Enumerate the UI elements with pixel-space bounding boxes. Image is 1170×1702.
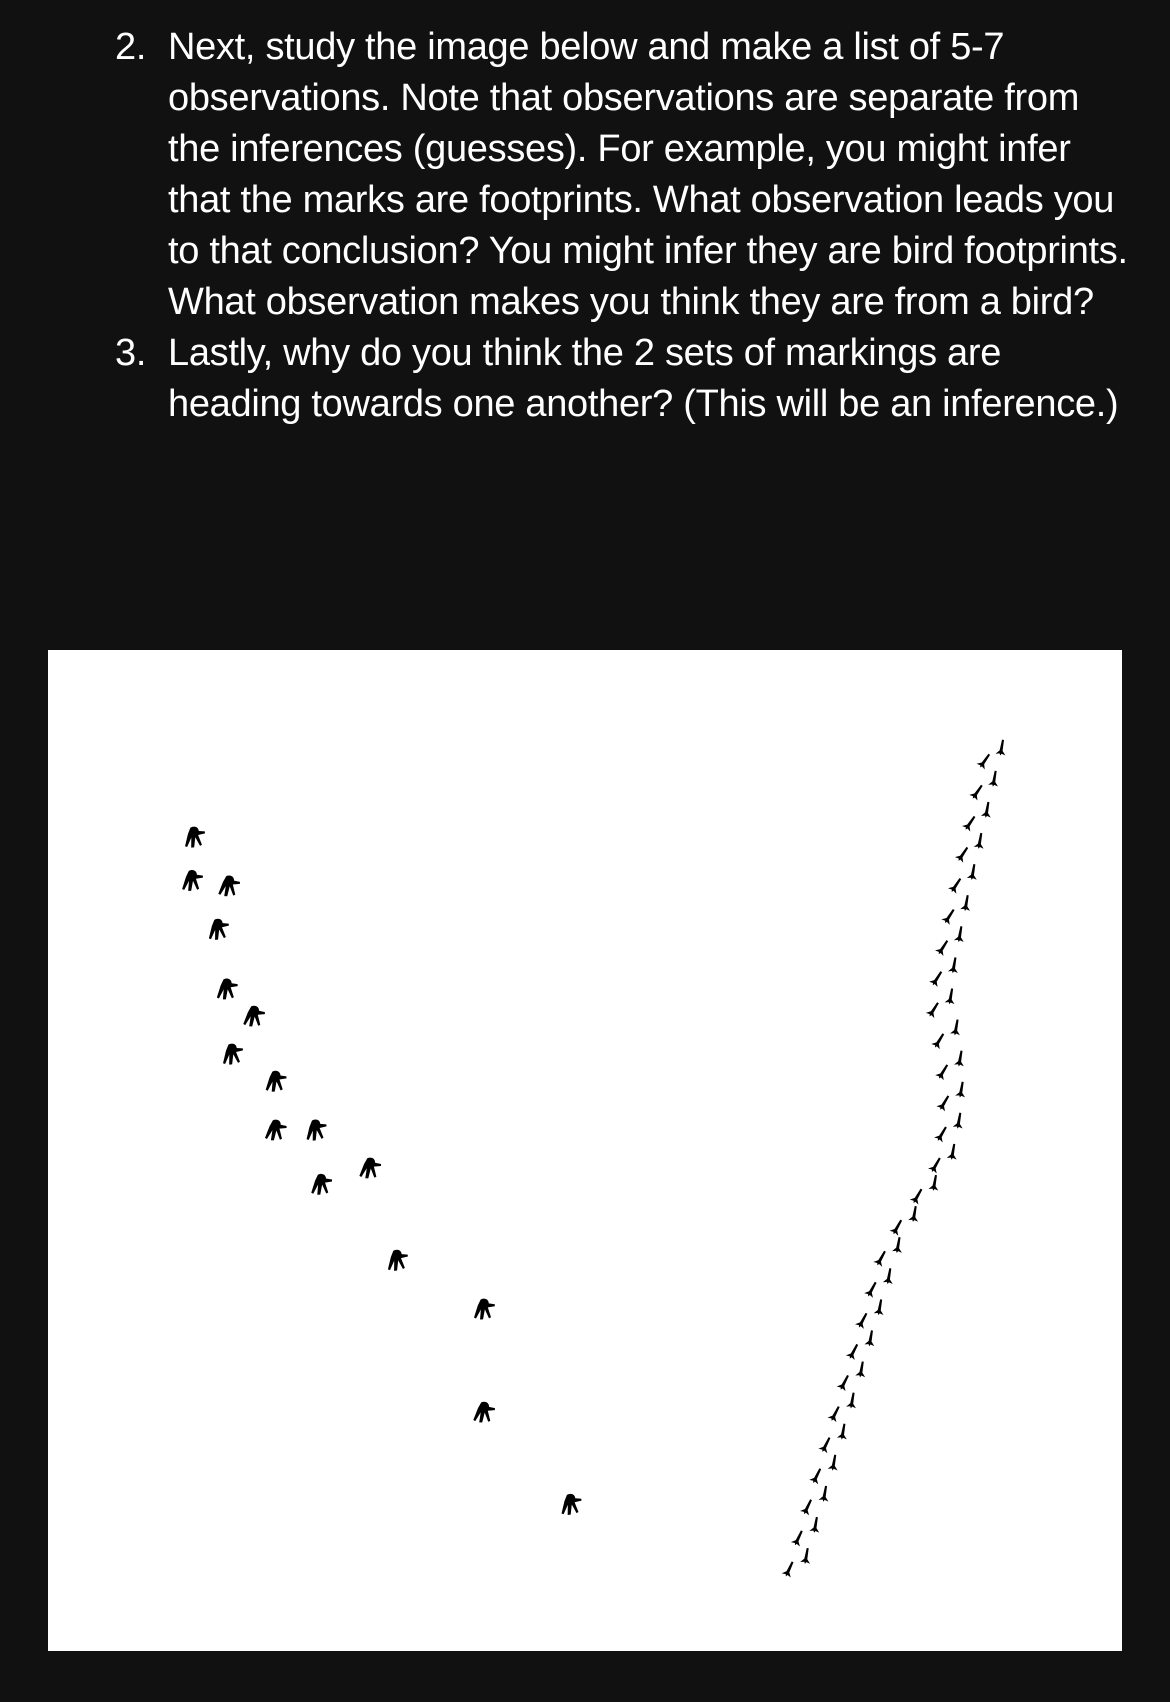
small-footprint bbox=[836, 1373, 852, 1392]
small-footprint bbox=[855, 1361, 868, 1378]
small-footprint bbox=[781, 1560, 797, 1579]
small-footprint bbox=[800, 1498, 816, 1517]
large-footprint bbox=[217, 978, 238, 999]
small-footprint bbox=[864, 1330, 877, 1347]
small-footprint bbox=[976, 751, 993, 770]
large-footprint bbox=[359, 1157, 381, 1179]
large-footprint bbox=[207, 918, 230, 941]
large-footprint bbox=[473, 1401, 495, 1423]
small-footprint bbox=[909, 1187, 926, 1206]
small-footprint bbox=[873, 1249, 889, 1268]
large-footprint bbox=[265, 1071, 286, 1092]
small-footprint bbox=[908, 1205, 921, 1222]
footprints-drawing bbox=[48, 650, 1122, 1651]
small-footprint bbox=[837, 1423, 850, 1440]
small-footprint bbox=[935, 1062, 952, 1081]
large-footprint bbox=[221, 1043, 244, 1066]
small-footprint bbox=[988, 770, 1001, 787]
large-footprint bbox=[311, 1174, 332, 1195]
small-footprint bbox=[928, 1156, 945, 1175]
large-footprint bbox=[474, 1298, 495, 1319]
small-footprint bbox=[931, 1031, 948, 1050]
small-footprint bbox=[928, 1174, 941, 1191]
small-footprint bbox=[925, 1000, 942, 1019]
small-footprint bbox=[929, 969, 946, 988]
small-footprint bbox=[883, 1267, 896, 1284]
small-footprint bbox=[846, 1392, 859, 1409]
small-footprint bbox=[954, 925, 967, 942]
large-footprint bbox=[305, 1119, 328, 1142]
large-footprint bbox=[265, 1119, 287, 1141]
small-footprint bbox=[941, 907, 958, 926]
small-footprint bbox=[995, 739, 1008, 756]
small-footprint bbox=[934, 938, 951, 957]
small-footprint bbox=[827, 1404, 843, 1423]
small-footprint bbox=[950, 1019, 963, 1036]
small-footprint bbox=[974, 832, 987, 849]
large-footprint bbox=[182, 870, 203, 891]
small-footprint bbox=[934, 1124, 951, 1143]
small-footprint bbox=[947, 876, 964, 895]
large-footprint bbox=[183, 826, 206, 849]
small-footprint bbox=[809, 1516, 822, 1533]
small-footprint bbox=[864, 1280, 880, 1299]
small-footprint bbox=[818, 1435, 834, 1454]
small-footprint bbox=[955, 1081, 968, 1098]
small-footprint bbox=[889, 1218, 906, 1237]
small-footprint bbox=[981, 801, 994, 818]
small-footprint bbox=[855, 1311, 871, 1330]
question-list bbox=[0, 22, 1170, 430]
large-footprint bbox=[218, 875, 240, 897]
question-text: Lastly, why do you think the 2 sets of markings are heading towards one another? (This will be an inference.) bbox=[168, 332, 1119, 425]
small-footprint bbox=[967, 863, 980, 880]
small-footprint bbox=[954, 1050, 967, 1067]
small-footprint bbox=[800, 1547, 813, 1564]
question-number: 2. bbox=[115, 26, 147, 68]
small-footprint bbox=[960, 894, 973, 911]
small-footprint bbox=[944, 988, 957, 1005]
small-footprint bbox=[947, 1143, 960, 1160]
question-text: Next, study the image below and make a list of 5-7 observations. Note that observations are separate from the inferences (guesses). For example, you might infer that the marks are footprints. What observation leads you to that conclusion? You might infer they are bird footprints. What observation makes you think they are from a bird? bbox=[168, 26, 1128, 323]
small-footprint bbox=[790, 1529, 806, 1548]
question-number: 3. bbox=[115, 332, 147, 374]
question-3 bbox=[0, 328, 1170, 430]
small-footprint bbox=[969, 783, 986, 802]
small-footprint bbox=[953, 1112, 966, 1129]
small-footprint bbox=[873, 1299, 886, 1316]
question-2 bbox=[0, 22, 1170, 328]
small-footprint bbox=[892, 1236, 905, 1253]
small-footprint bbox=[809, 1466, 825, 1485]
large-footprint bbox=[243, 1005, 265, 1027]
small-footprint bbox=[948, 957, 961, 974]
small-footprint bbox=[954, 845, 971, 864]
large-footprint bbox=[560, 1493, 583, 1516]
small-footprint bbox=[961, 814, 978, 833]
small-footprint bbox=[845, 1342, 861, 1361]
small-footprint bbox=[818, 1485, 831, 1502]
footprints-image bbox=[48, 650, 1122, 1651]
small-footprint bbox=[828, 1454, 841, 1471]
small-footprint bbox=[936, 1093, 953, 1112]
large-footprint bbox=[386, 1249, 409, 1272]
